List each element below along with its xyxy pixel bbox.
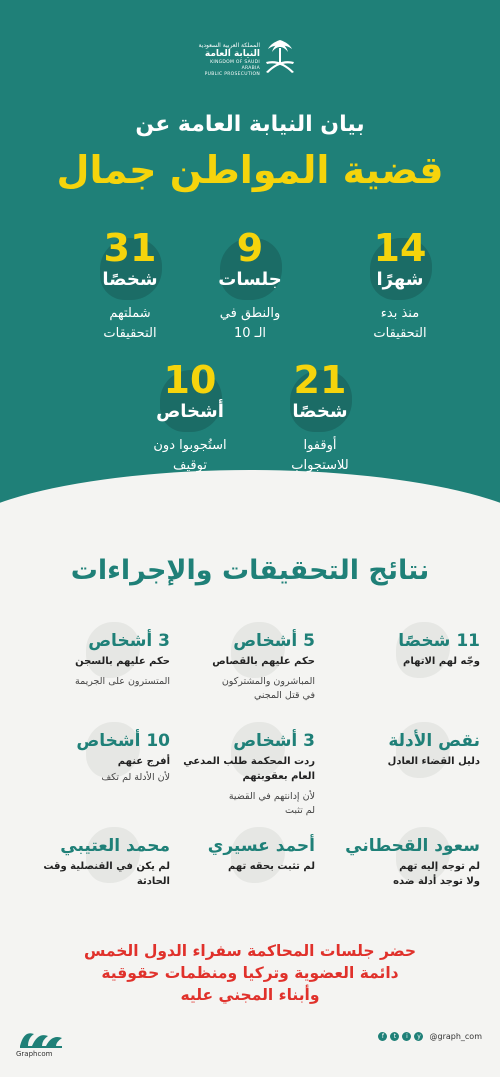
curve-divider <box>0 470 500 520</box>
result-sub: وجّه لهم الاتهام <box>403 656 480 667</box>
stat-desc-line2: التحقيقات <box>373 326 427 341</box>
result-note: المتسترون على الجريمة <box>75 676 170 687</box>
stat-months <box>330 228 470 344</box>
stat-detained <box>250 360 390 476</box>
stat-unit: شخصًا <box>292 401 348 422</box>
stat-desc-line1: والنطق في <box>219 306 281 321</box>
stat-unit: شخصًا <box>102 269 158 290</box>
result-asiri <box>165 835 315 874</box>
stat-desc <box>60 304 200 344</box>
result-death-sentence <box>165 630 315 703</box>
result-heading: 5 أشخاص <box>233 631 315 651</box>
result-heading: 3 أشخاص <box>88 631 170 651</box>
stat-desc <box>330 304 470 344</box>
result-otaibi <box>20 835 170 889</box>
result-sub <box>165 754 315 784</box>
result-sub-line2: العام بعقوبتهم <box>242 771 315 782</box>
stat-desc-line2: التحقيقات <box>103 326 157 341</box>
stat-desc-line1: أوقفوا <box>303 438 337 453</box>
result-prison <box>20 630 170 689</box>
result-sub: لم تثبت بحقه تهم <box>228 861 315 872</box>
title-line1: بيان النيابة العامة عن <box>135 112 365 137</box>
results-title: نتائج التحقيقات والإجراءات <box>70 555 430 586</box>
result-heading: سعود القحطاني <box>345 836 480 856</box>
result-sub: دليل القضاء العادل <box>387 756 480 767</box>
stat-unit: شهرًا <box>376 269 424 290</box>
result-heading: نقص الأدلة <box>388 731 480 751</box>
stat-desc-line2: الـ 10 <box>233 326 267 341</box>
stat-desc-line2: للاستجواب <box>291 458 349 473</box>
result-note <box>165 790 315 818</box>
stat-number: 9 <box>236 226 264 270</box>
logo-line2: النيابة العامة <box>204 49 260 59</box>
result-heading: 3 أشخاص <box>233 731 315 751</box>
result-qahtani <box>330 835 480 889</box>
facebook-icon[interactable]: f <box>378 1032 387 1041</box>
result-heading: أحمد عسيري <box>207 836 315 856</box>
result-rejected <box>165 730 315 818</box>
stat-desc-line1: شملتهم <box>109 306 151 321</box>
result-sub-line2: ولا توجد أدلة ضده <box>393 876 480 887</box>
logo-text <box>190 42 260 78</box>
result-charged <box>330 630 480 669</box>
result-note: لأن الأدلة لم تكف <box>101 772 170 783</box>
instagram-icon[interactable]: i <box>402 1032 411 1041</box>
stat-desc <box>250 436 390 476</box>
brand-name: Graphcom <box>16 1050 53 1058</box>
palm-swords-emblem-icon <box>262 38 298 76</box>
result-note-line2: في قتل المجني <box>253 690 315 701</box>
stat-questioned <box>120 360 260 476</box>
footer-statement <box>0 940 500 1006</box>
result-note <box>165 675 315 703</box>
logo-line3: KINGDOM OF SAUDI ARABIA <box>210 60 260 71</box>
footer-line1: حضر جلسات المحاكمة سفراء الدول الخمس <box>83 942 417 960</box>
stat-number: 31 <box>103 226 157 270</box>
result-sub-line1: ردت المحكمة طلب المدعي <box>183 756 315 767</box>
result-sub <box>330 859 480 889</box>
youtube-icon[interactable]: y <box>414 1032 423 1041</box>
stat-unit: أشخاص <box>156 401 224 422</box>
twitter-icon[interactable]: t <box>390 1032 399 1041</box>
result-sub: حكم عليهم بالسجن <box>75 656 170 667</box>
result-lack-evidence <box>330 730 480 769</box>
stat-number: 10 <box>163 358 217 402</box>
stat-number: 21 <box>293 358 347 402</box>
social-handle[interactable]: @graph_com <box>429 1032 482 1041</box>
stat-sessions <box>180 228 320 344</box>
logo-line1: المملكة العربية السعودية <box>198 42 260 49</box>
footer-line2: دائمة العضوية وتركيا ومنظمات حقوقية <box>101 964 399 982</box>
result-sub: أفرج عنهم <box>117 756 170 767</box>
result-sub: حكم عليهم بالقصاص <box>212 656 315 667</box>
stat-unit: جلسات <box>218 269 282 290</box>
stat-desc-line1: استُجوبوا دون <box>153 438 227 453</box>
stat-number: 14 <box>373 226 427 270</box>
result-sub <box>20 859 170 889</box>
result-sub-line1: لم يكن في القنصلية وقت <box>43 861 170 872</box>
stat-desc-line1: منذ بدء <box>380 306 420 321</box>
result-note-line1: لأن إدانتهم في القضية <box>228 791 315 802</box>
stat-desc <box>120 436 260 476</box>
stat-desc <box>180 304 320 344</box>
result-sub-line2: الحادثة <box>136 876 170 887</box>
result-note-line2: لم تثبت <box>285 805 315 816</box>
result-heading: 11 شخصًا <box>398 631 480 651</box>
result-heading: محمد العتيبي <box>60 836 170 856</box>
logo-line4: PUBLIC PROSECUTION <box>204 72 260 77</box>
result-heading: 10 أشخاص <box>76 731 170 751</box>
result-note-line1: المباشرون والمشتركون <box>221 676 315 687</box>
title-line2: قضية المواطن جمال <box>56 148 444 192</box>
stat-desc-line2: توقيف <box>173 458 207 473</box>
footer-line3: وأبناء المجني عليه <box>180 986 320 1004</box>
result-released <box>20 730 170 785</box>
stat-persons-investigated <box>60 228 200 344</box>
result-sub-line1: لم توجه إليه تهم <box>399 861 480 872</box>
social-links <box>378 1032 482 1041</box>
